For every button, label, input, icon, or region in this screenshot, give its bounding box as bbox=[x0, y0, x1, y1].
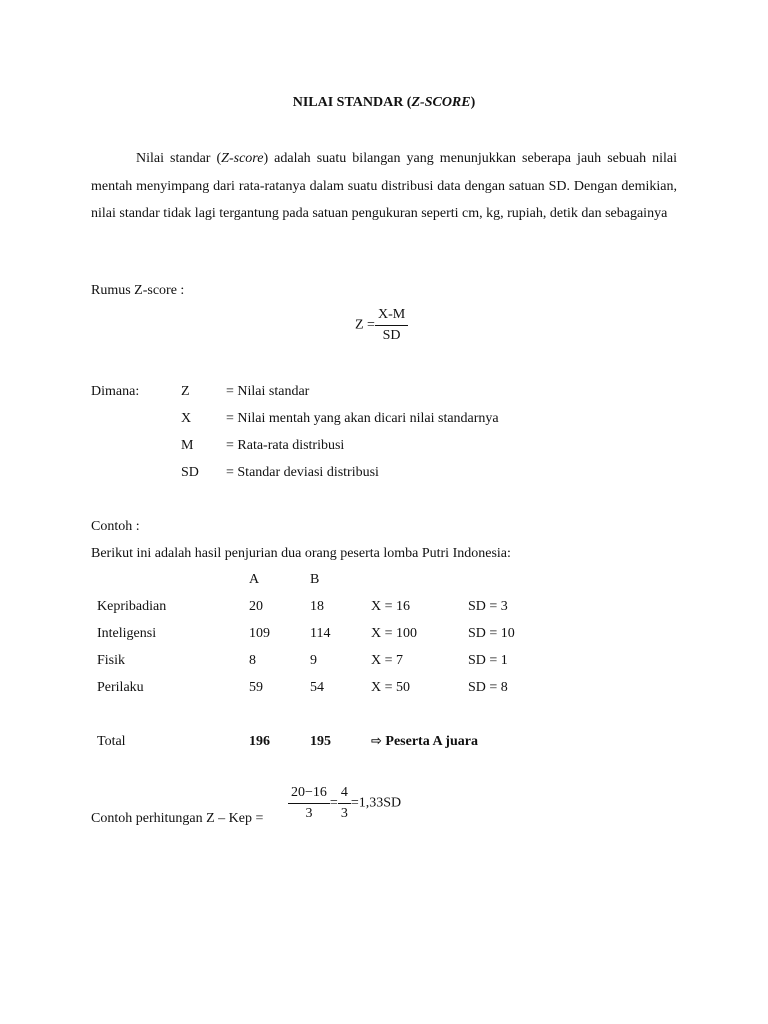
column-header-a: A bbox=[249, 572, 260, 587]
row-mean: X = 100 bbox=[371, 626, 418, 641]
row-score-b: 9 bbox=[310, 653, 317, 668]
calc-numerator-1: 20−16 bbox=[288, 785, 330, 804]
total-score-b: 195 bbox=[310, 734, 331, 749]
definition-symbol: Z bbox=[181, 384, 190, 399]
formula-fraction bbox=[375, 307, 408, 344]
example-label: Contoh : bbox=[91, 519, 140, 534]
definition-symbol: X bbox=[181, 411, 192, 426]
row-score-b: 54 bbox=[310, 680, 324, 695]
formula-denominator: SD bbox=[382, 328, 401, 343]
row-score-b: 18 bbox=[310, 599, 324, 614]
title-prefix: NILAI STANDAR ( bbox=[292, 95, 412, 110]
calc-equals-1: = bbox=[329, 795, 338, 811]
calc-fraction-2 bbox=[338, 785, 351, 822]
intro-paragraph bbox=[91, 145, 677, 228]
formula-numerator: X-M bbox=[375, 307, 408, 326]
example-intro: Berikut ini adalah hasil penjurian dua orang peserta lomba Putri Indonesia: bbox=[91, 546, 511, 561]
intro-text-1: Nilai standar ( bbox=[136, 151, 222, 166]
total-label: Total bbox=[97, 734, 126, 749]
row-score-a: 109 bbox=[249, 626, 270, 641]
calc-result: 1,33SD bbox=[358, 795, 402, 811]
row-name: Perilaku bbox=[97, 680, 144, 695]
row-name: Inteligensi bbox=[97, 626, 157, 641]
row-mean: X = 50 bbox=[371, 680, 411, 695]
row-score-b: 114 bbox=[310, 626, 331, 641]
right-arrow-icon: ⇨ bbox=[371, 734, 382, 749]
row-mean: X = 7 bbox=[371, 653, 404, 668]
definition-symbol: SD bbox=[181, 465, 199, 480]
intro-text-2: ) adalah suatu bilangan yang menunjukkan seberapa jauh sebuah nilai mentah menyimpang dari rata-ratanya dalam suatu distribusi data dengan satuan SD. Dengan demikian, nilai standar tidak lagi tergantung pada satuan pengukuran seperti cm, kg, rupiah, detik dan sebagainya bbox=[91, 151, 677, 221]
row-name: Fisik bbox=[97, 653, 126, 668]
definitions-label: Dimana: bbox=[91, 384, 140, 399]
row-sd: SD = 8 bbox=[468, 680, 508, 695]
total-score-a: 196 bbox=[249, 734, 270, 749]
page-title bbox=[0, 96, 768, 110]
row-name: Kepribadian bbox=[97, 599, 167, 614]
row-sd: SD = 3 bbox=[468, 599, 508, 614]
zscore-formula bbox=[355, 307, 408, 344]
definition-meaning: = Nilai standar bbox=[226, 384, 310, 399]
calc-equals-2: = bbox=[350, 795, 359, 811]
calc-denominator-2: 3 bbox=[340, 806, 348, 821]
title-italic: Z-SCORE bbox=[411, 95, 471, 110]
formula-label: Rumus Z-score : bbox=[91, 283, 185, 298]
calc-formula bbox=[288, 785, 401, 822]
row-score-a: 8 bbox=[249, 653, 256, 668]
definition-meaning: = Nilai mentah yang akan dicari nilai standarnya bbox=[226, 411, 499, 426]
intro-italic: Z-score bbox=[221, 151, 264, 166]
row-mean: X = 16 bbox=[371, 599, 411, 614]
calc-numerator-2: 4 bbox=[338, 785, 351, 804]
definition-meaning: = Rata-rata distribusi bbox=[226, 438, 345, 453]
definition-meaning: = Standar deviasi distribusi bbox=[226, 465, 379, 480]
total-result-text: Peserta A juara bbox=[385, 734, 478, 749]
formula-lhs: Z = bbox=[355, 317, 375, 333]
calc-denominator-1: 3 bbox=[305, 806, 313, 821]
row-score-a: 59 bbox=[249, 680, 263, 695]
row-score-a: 20 bbox=[249, 599, 263, 614]
total-result bbox=[371, 735, 478, 749]
column-header-b: B bbox=[310, 572, 320, 587]
definition-symbol: M bbox=[181, 438, 194, 453]
title-suffix: ) bbox=[470, 95, 476, 110]
calc-label: Contoh perhitungan Z – Kep = bbox=[91, 811, 264, 826]
row-sd: SD = 1 bbox=[468, 653, 508, 668]
calc-fraction-1 bbox=[288, 785, 330, 822]
row-sd: SD = 10 bbox=[468, 626, 515, 641]
